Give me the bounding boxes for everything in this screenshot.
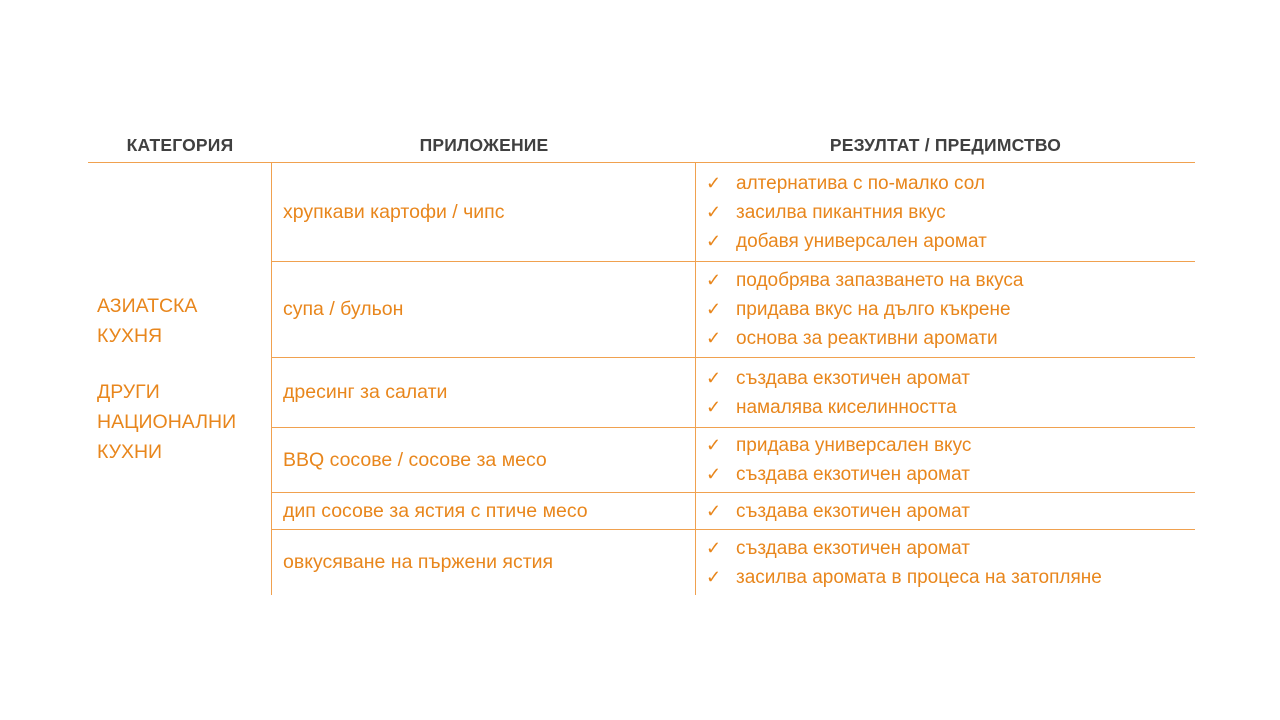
application-cell: дип сосове за ястия с птиче месо — [272, 493, 696, 529]
checkmark-icon: ✓ — [706, 172, 722, 193]
table-header-result: РЕЗУЛТАТ / ПРЕДИМСТВО — [829, 135, 1062, 155]
result-text: придава универсален вкус — [736, 435, 972, 456]
results-cell — [696, 163, 1195, 261]
results-cell — [696, 358, 1195, 427]
results-cell — [696, 262, 1195, 357]
result-text: създава екзотичен аромат — [736, 367, 970, 389]
checkmark-icon: ✓ — [706, 328, 722, 348]
table-row — [272, 428, 1195, 493]
result-text: намалява киселинността — [736, 396, 957, 418]
result-text: засилва пикантния вкус — [736, 201, 946, 223]
result-text: основа за реактивни аромати — [736, 328, 998, 349]
result-text: алтернатива с по-малко сол — [736, 172, 985, 194]
checkmark-icon: ✓ — [706, 201, 722, 222]
result-text: създава екзотичен аромат — [736, 500, 970, 522]
table-row — [272, 358, 1195, 428]
checkmark-icon: ✓ — [706, 500, 722, 521]
result-item — [706, 227, 1191, 256]
application-cell: дресинг за салати — [272, 358, 696, 427]
result-text: добавя универсален аромат — [736, 230, 987, 252]
category-cell — [88, 163, 272, 595]
results-cell — [696, 493, 1195, 529]
result-item — [706, 431, 1191, 460]
checkmark-icon: ✓ — [706, 537, 722, 558]
table-row — [272, 530, 1195, 595]
checkmark-icon: ✓ — [706, 566, 722, 587]
result-item — [706, 393, 1191, 422]
checkmark-icon: ✓ — [706, 396, 722, 417]
result-item — [706, 169, 1191, 198]
result-item — [706, 497, 1191, 526]
result-item — [706, 324, 1191, 353]
result-item — [706, 364, 1191, 393]
result-item — [706, 534, 1191, 563]
table-row — [272, 262, 1195, 358]
table-row — [272, 493, 1195, 530]
table-header-row — [88, 129, 1195, 163]
category-group-label: АЗИАТСКА КУХНЯ — [97, 295, 198, 347]
result-item — [706, 460, 1191, 489]
results-cell — [696, 428, 1195, 492]
table-header-category: КАТЕГОРИЯ — [126, 135, 234, 155]
application-cell: хрупкави картофи / чипс — [272, 163, 696, 261]
application-cell: BBQ сосове / сосове за месо — [272, 428, 696, 492]
table-header-application: ПРИЛОЖЕНИЕ — [419, 135, 549, 155]
checkmark-icon: ✓ — [706, 367, 722, 388]
result-item — [706, 266, 1191, 295]
results-cell — [696, 530, 1195, 595]
result-item — [706, 563, 1191, 592]
checkmark-icon: ✓ — [706, 299, 722, 319]
checkmark-icon: ✓ — [706, 270, 722, 290]
result-text: засилва аромата в процеса на затопляне — [736, 566, 1102, 588]
result-text: подобрява запазването на вкуса — [736, 270, 1024, 291]
application-cell: супа / бульон — [272, 262, 696, 357]
result-text: създава екзотичен аромат — [736, 464, 970, 485]
table-rows — [272, 163, 1195, 595]
result-item — [706, 198, 1191, 227]
table-body — [88, 163, 1195, 595]
checkmark-icon: ✓ — [706, 464, 722, 484]
checkmark-icon: ✓ — [706, 230, 722, 251]
table-row — [272, 163, 1195, 262]
checkmark-icon: ✓ — [706, 435, 722, 455]
result-text: създава екзотичен аромат — [736, 537, 970, 559]
result-text: придава вкус на дълго къкрене — [736, 299, 1011, 320]
application-cell: овкусяване на пържени ястия — [272, 530, 696, 595]
category-group-label: ДРУГИ НАЦИОНАЛНИ КУХНИ — [97, 381, 237, 463]
applications-table — [88, 129, 1195, 595]
result-item — [706, 295, 1191, 324]
